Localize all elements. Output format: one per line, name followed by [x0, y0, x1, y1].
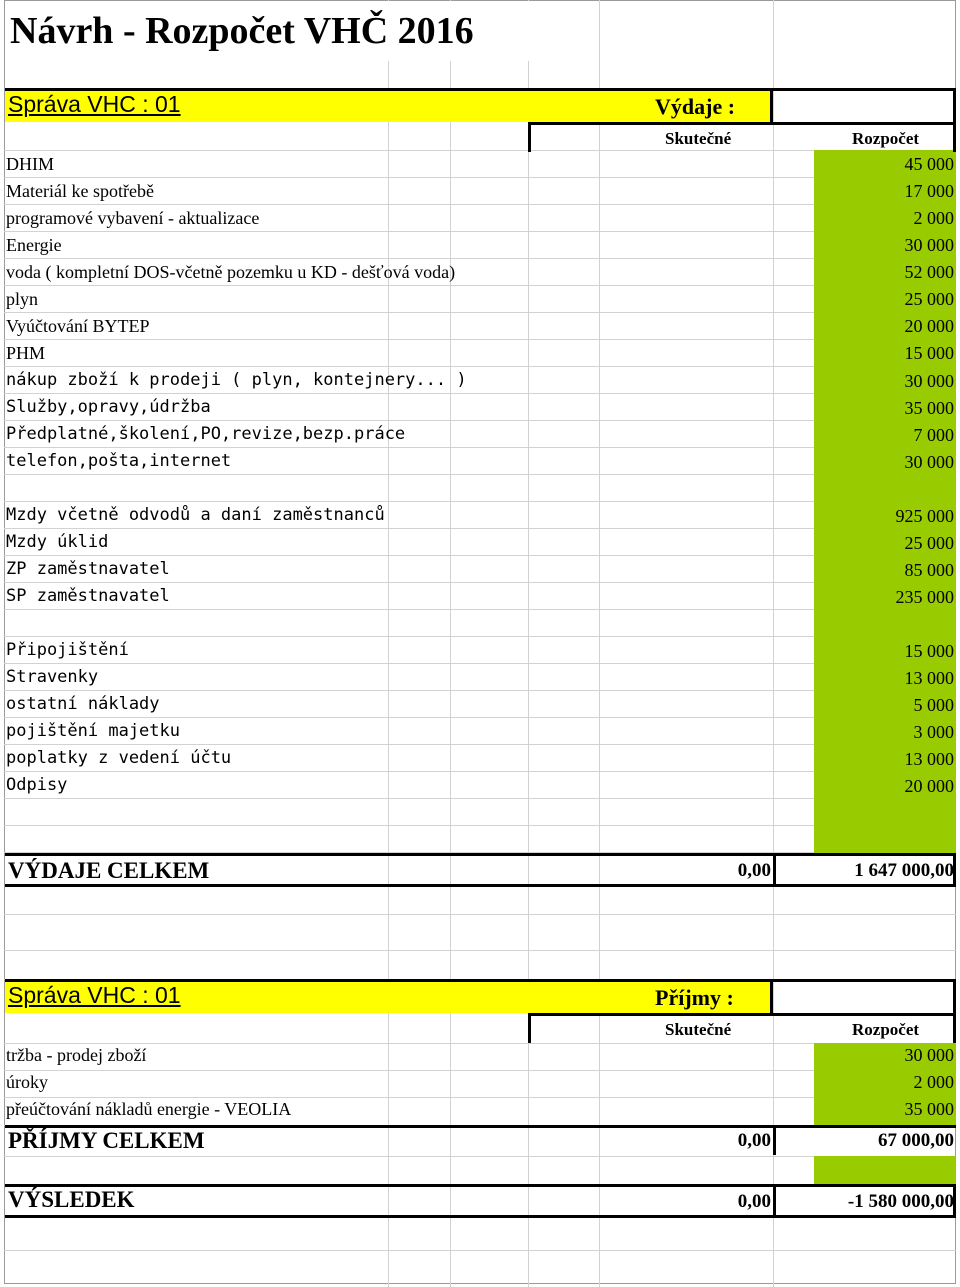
expense-budget-value: 52 000 — [904, 262, 954, 282]
expense-label: pojištění majetku — [6, 721, 180, 741]
border — [953, 979, 956, 1043]
col-actual-header: Skutečné — [665, 129, 732, 148]
expense-budget-value: 20 000 — [904, 316, 954, 336]
border — [770, 88, 773, 124]
expense-budget-value: 13 000 — [904, 749, 954, 769]
expenses-total-actual: 0,00 — [737, 860, 771, 881]
income-label: přeúčtování nákladů energie - VEOLIA — [6, 1099, 292, 1119]
expense-label: Materiál ke spotřebě — [6, 181, 154, 201]
income-total-budget-fill — [814, 1156, 956, 1186]
income-total-budget: 67 000,00 — [878, 1130, 954, 1151]
expense-budget-value: 17 000 — [904, 181, 954, 201]
result-label: VÝSLEDEK — [8, 1187, 135, 1212]
grid-column-line — [388, 0, 389, 1287]
expense-budget-value: 5 000 — [913, 695, 954, 715]
border — [770, 979, 773, 1015]
grid-column-line — [773, 0, 774, 1287]
expense-label: Mzdy úklid — [6, 532, 109, 552]
expense-budget-value: 45 000 — [904, 154, 954, 174]
grid-row-line — [4, 1250, 956, 1251]
expense-label: plyn — [6, 289, 39, 309]
expense-label: Služby,opravy,údržba — [6, 397, 211, 417]
expenses-section-label: Správa VHC : 01 — [8, 91, 181, 117]
expense-label: SP zaměstnavatel — [6, 586, 170, 606]
border — [5, 853, 956, 856]
border — [5, 1215, 956, 1218]
expense-label: programové vybavení - aktualizace — [6, 208, 260, 228]
expense-budget-value: 925 000 — [895, 506, 954, 526]
col-budget-header: Rozpočet — [852, 129, 920, 148]
expense-label: Energie — [6, 235, 62, 255]
border — [773, 1125, 776, 1155]
expense-budget-value: 13 000 — [904, 668, 954, 688]
income-budget-value: 2 000 — [913, 1072, 954, 1092]
border — [5, 884, 956, 887]
income-col-budget-header: Rozpočet — [852, 1020, 920, 1039]
border — [773, 853, 776, 887]
expense-budget-value: 30 000 — [904, 235, 954, 255]
income-budget-value: 35 000 — [904, 1099, 954, 1119]
expense-label: Připojištění — [6, 640, 129, 660]
expense-budget-value: 25 000 — [904, 289, 954, 309]
expense-label: nákup zboží k prodeji ( plyn, kontejnery... ) — [6, 370, 467, 390]
grid-column-line — [450, 0, 451, 1287]
expense-label: Předplatné,školení,PO,revize,bezp.práce — [6, 424, 406, 444]
expense-label: telefon,pošta,internet — [6, 451, 232, 471]
border — [528, 122, 531, 152]
expense-budget-value: 3 000 — [913, 722, 954, 742]
expense-label: ostatní náklady — [6, 694, 160, 714]
expense-label: voda ( kompletní DOS-včetně pozemku u KD - dešťová voda) — [6, 262, 456, 282]
border — [528, 1013, 956, 1016]
income-col-actual-header: Skutečné — [665, 1020, 732, 1039]
expenses-total-budget: 1 647 000,00 — [854, 860, 954, 881]
expense-budget-value: 25 000 — [904, 533, 954, 553]
expense-budget-value: 20 000 — [904, 776, 954, 796]
grid-column-line — [528, 0, 529, 1287]
grid-column-line — [599, 0, 600, 1287]
income-label: tržba - prodej zboží — [6, 1045, 147, 1065]
income-budget-value: 30 000 — [904, 1045, 954, 1065]
expense-label: Vyúčtování BYTEP — [6, 316, 150, 336]
expense-label: Odpisy — [6, 775, 68, 795]
income-section-label: Správa VHC : 01 — [8, 982, 181, 1008]
expenses-kind-label: Výdaje : — [655, 94, 736, 119]
expense-budget-value: 30 000 — [904, 371, 954, 391]
expense-budget-value: 7 000 — [913, 425, 954, 445]
border — [528, 1013, 531, 1043]
expense-budget-value: 2 000 — [913, 208, 954, 228]
income-label: úroky — [6, 1072, 48, 1092]
grid-row-line — [4, 914, 956, 915]
result-actual: 0,00 — [737, 1191, 771, 1212]
border — [528, 122, 956, 125]
expense-budget-value: 15 000 — [904, 343, 954, 363]
expense-label: Mzdy včetně odvodů a daní zaměstnanců — [6, 505, 385, 525]
expense-budget-value: 15 000 — [904, 641, 954, 661]
expense-label: Stravenky — [6, 667, 99, 687]
border — [773, 1184, 776, 1218]
expense-budget-value: 35 000 — [904, 398, 954, 418]
expense-budget-value: 235 000 — [895, 587, 954, 607]
expense-label: poplatky z vedení účtu — [6, 748, 232, 768]
expense-label: ZP zaměstnavatel — [6, 559, 170, 579]
income-total-label: PŘÍJMY CELKEM — [8, 1128, 205, 1153]
expense-label: PHM — [6, 343, 46, 363]
grid-row-line — [4, 950, 956, 951]
result-budget: -1 580 000,00 — [847, 1191, 954, 1212]
expense-budget-value: 30 000 — [904, 452, 954, 472]
income-total-actual: 0,00 — [737, 1130, 771, 1151]
border — [5, 1184, 956, 1187]
expense-budget-value: 85 000 — [904, 560, 954, 580]
expense-label: DHIM — [6, 154, 54, 174]
expenses-total-label: VÝDAJE CELKEM — [8, 858, 210, 883]
page-title: Návrh - Rozpočet VHČ 2016 — [10, 10, 474, 52]
border — [953, 88, 956, 152]
income-kind-label: Příjmy : — [655, 985, 734, 1010]
